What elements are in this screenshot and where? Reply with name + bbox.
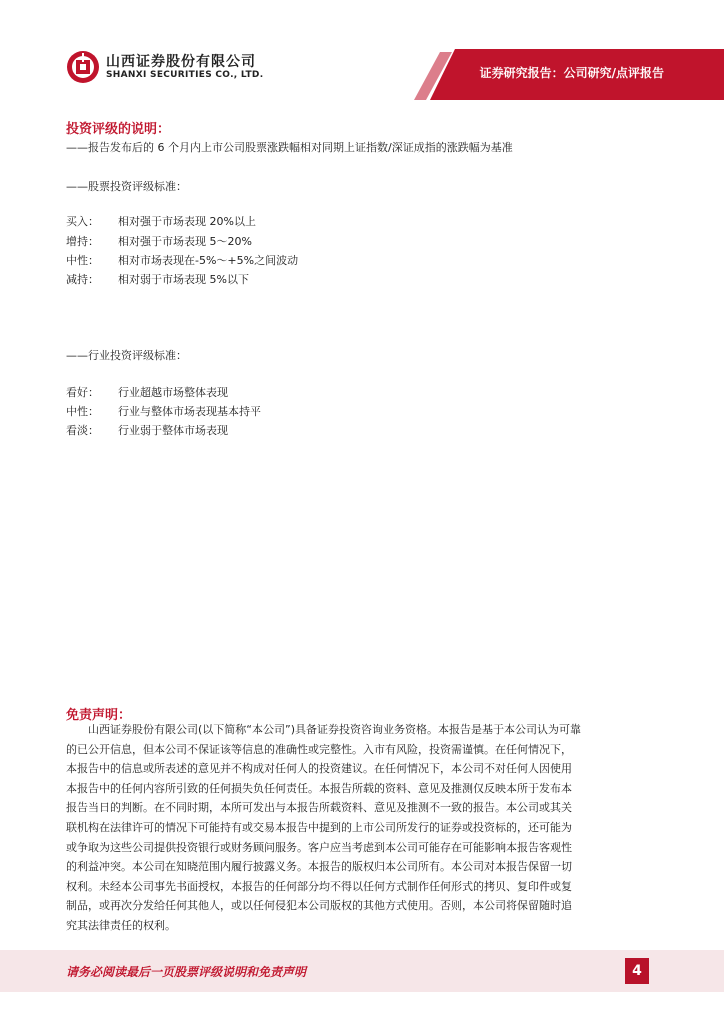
rating-label: 买入： [66, 215, 99, 228]
disclaimer-line: 本报告中的信息或所表述的意见并不构成对任何人的投资建议。在任何情况下，本公司不对任何人因使用 [66, 762, 572, 776]
stock-rating-row [66, 213, 256, 229]
rating-label: 增持： [66, 235, 99, 248]
page-number: 4 [625, 958, 649, 984]
rating-desc: 相对市场表现在-5%～+5%之间波动 [118, 254, 299, 267]
industry-rating-row [66, 384, 228, 400]
disclaimer-title: 免责声明： [66, 708, 132, 723]
disclaimer-line: 山西证券股份有限公司(以下简称“本公司”)具备证券投资咨询业务资格。本报告是基于本公司认为可靠 [66, 723, 581, 736]
rating-desc: 行业与整体市场表现基本持平 [118, 405, 261, 418]
disclaimer-line: 的已公开信息，但本公司不保证该等信息的准确性或完整性。入市有风险，投资需谨慎。在任何情况下， [66, 742, 572, 756]
stock-rating-row [66, 252, 298, 268]
stock-rating-row [66, 271, 249, 287]
stock-rating-row [66, 233, 252, 249]
header-red-band [0, 0, 724, 100]
rating-desc: 相对强于市场表现 20%以上 [118, 215, 256, 228]
disclaimer-line: 权利。未经本公司事先书面授权，本报告的任何部分均不得以任何方式制作任何形式的拷贝、复印件或复 [66, 879, 572, 893]
report-type-title: 证券研究报告：公司研究/点评报告 [479, 66, 664, 80]
disclaimer-line: 或争取为这些公司提供投资银行或财务顾问服务。客户应当考虑到本公司可能存在可能影响本报告客观性 [66, 840, 572, 854]
rating-label: 中性： [66, 254, 99, 267]
rating-desc: 行业超越市场整体表现 [118, 386, 228, 399]
disclaimer-line: 的利益冲突。本公司在知晓范围内履行披露义务。本报告的版权归本公司所有。本公司对本报告保留一切 [66, 860, 572, 874]
rating-label: 看好： [66, 386, 99, 399]
industry-rating-heading: ——行业投资评级标准： [66, 349, 187, 362]
disclaimer-body [66, 720, 658, 936]
rating-label: 中性： [66, 405, 99, 418]
rating-label: 减持： [66, 273, 99, 286]
rating-section-title: 投资评级的说明： [66, 122, 171, 137]
page-header [0, 0, 724, 100]
footer-note: 请务必阅读最后一页股票评级说明和免责声明 [66, 965, 307, 979]
rating-desc: 行业弱于整体市场表现 [118, 424, 228, 437]
rating-intro: ——报告发布后的 6 个月内上市公司股票涨跌幅相对同期上证指数/深证成指的涨跌幅为基准 [66, 141, 513, 154]
disclaimer-line: 究其法律责任的权利。 [66, 918, 176, 932]
rating-desc: 相对强于市场表现 5～20% [118, 235, 252, 248]
company-name-en: SHANXI SECURITIES CO., LTD. [106, 70, 264, 80]
disclaimer-line: 联机构在法律许可的情况下可能持有或交易本报告中提到的上市公司所发行的证券或投资标的，还可能为 [66, 820, 572, 834]
disclaimer-line: 制品，或再次分发给任何其他人，或以任何侵犯本公司版权的其他方式使用。否则，本公司将保留随时追 [66, 899, 572, 913]
rating-label: 看淡： [66, 424, 99, 437]
company-name-cn: 山西证券股份有限公司 [106, 54, 256, 70]
industry-rating-row [66, 422, 228, 438]
stock-rating-heading: ——股票投资评级标准： [66, 180, 187, 193]
industry-rating-row [66, 403, 261, 419]
rating-desc: 相对弱于市场表现 5%以下 [118, 273, 249, 286]
shanxi-securities-logo-icon [66, 50, 100, 84]
disclaimer-line: 本报告中的任何内容所引致的任何损失负任何责任。本报告所载的资料、意见及推测仅反映本所于发布本 [66, 781, 572, 795]
disclaimer-line: 报告当日的判断。在不同时期，本所可发出与本报告所载资料、意见及推测不一致的报告。本公司或其关 [66, 801, 572, 815]
